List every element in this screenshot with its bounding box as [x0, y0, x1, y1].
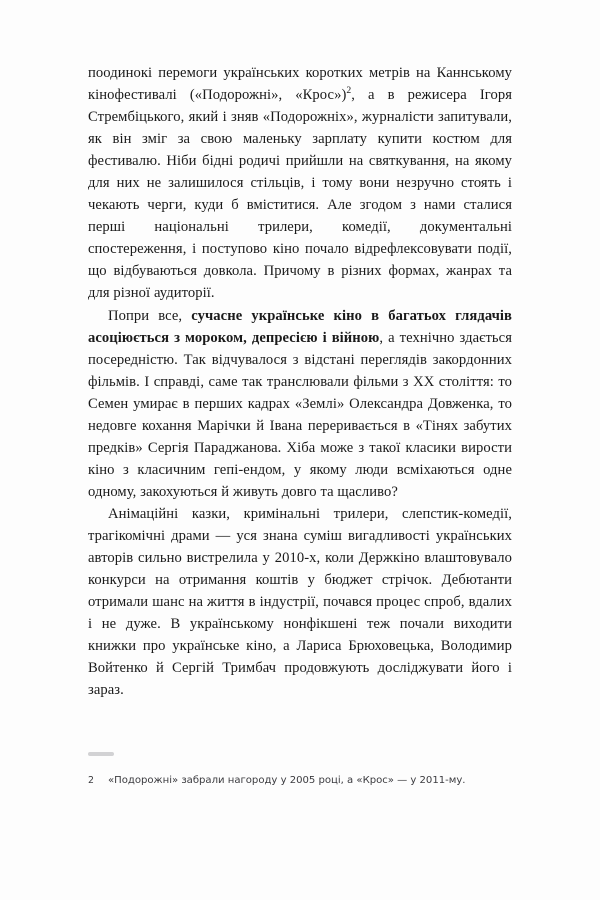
footnote-area [88, 752, 512, 788]
paragraph-3-run-1: Анімаційні казки, кримінальні трилери, слепстик-комедії, трагікомічні драми — уся знана суміш вигадливості українських авторів сильно вистрелила у 2010-х, коли Держкіно влаштовувало конкурси на отримання коштів у бюджет стрічок. Дебютанти отримали шанс на життя в індустрії, почався процес спроб, вдалих і не дуже. В українському нонфікшені теж почали виходити книжки про українське кіно, а Лариса Брюховецька, Володимир Войтенко й Сергій Тримбач продовжують досліджувати його і зараз. [88, 505, 512, 699]
body-text-column [88, 62, 512, 701]
paragraph-2-run-1: Попри все, [108, 307, 192, 324]
paragraph-2-run-3: , а технічно здається посередністю. Так відчувалося з відстані переглядів закордонних фільмів. І справді, саме так транслювали фільми з ХХ століття: то Семен умирає в перших кадрах «Землі» Олександра Довженка, то недовге кохання Марічки й Івана переривається в «Тінях забутих предків» Сергія Параджанова. Хіба може з такої класики вирости кіно з класичним гепі-ендом, у якому люди всміхаються одне одному, закохуються й живуть довго та щасливо? [88, 329, 512, 500]
paragraph-3 [88, 503, 512, 701]
paragraph-1 [88, 62, 512, 305]
footnote-reference-marker[interactable]: 2 [346, 85, 352, 97]
paragraph-2-emphasis: сучасне українське кіно в багатьох глядачів асоціюється з мороком, депресією і війною [88, 307, 512, 346]
footnote-text: «Подорожні» забрали нагороду у 2005 році, а «Крос» — у 2011-му. [108, 775, 466, 786]
footnote-entry [88, 774, 512, 788]
paragraph-1-run-3: , а в режисера Ігоря Стрембіцького, який і зняв «Подорожніх», журналісти запитували, як він зміг за свою маленьку зарплату купити костюм для фестивалю. Ніби бідні родичі прийшли на святкування, на якому для них не залишилося стільців, і тому вони незручно стоять і чекають черги, куди б вміститися. Але згодом з нами сталися перші національні трилери, комедії, документальні спостереження, і поступово кіно почало відрефлексовувати події, що відбуваються довкола. Причому в різних формах, жанрах та для різної аудиторії. [88, 87, 512, 302]
paragraph-2 [88, 305, 512, 503]
paragraph-1-run-1: поодинокі перемоги українських коротких метрів на Каннському кінофестивалі («Подорожні», «Крос») [88, 65, 512, 104]
footnote-separator-rule [88, 752, 114, 756]
footnote-number: 2 [88, 775, 94, 786]
